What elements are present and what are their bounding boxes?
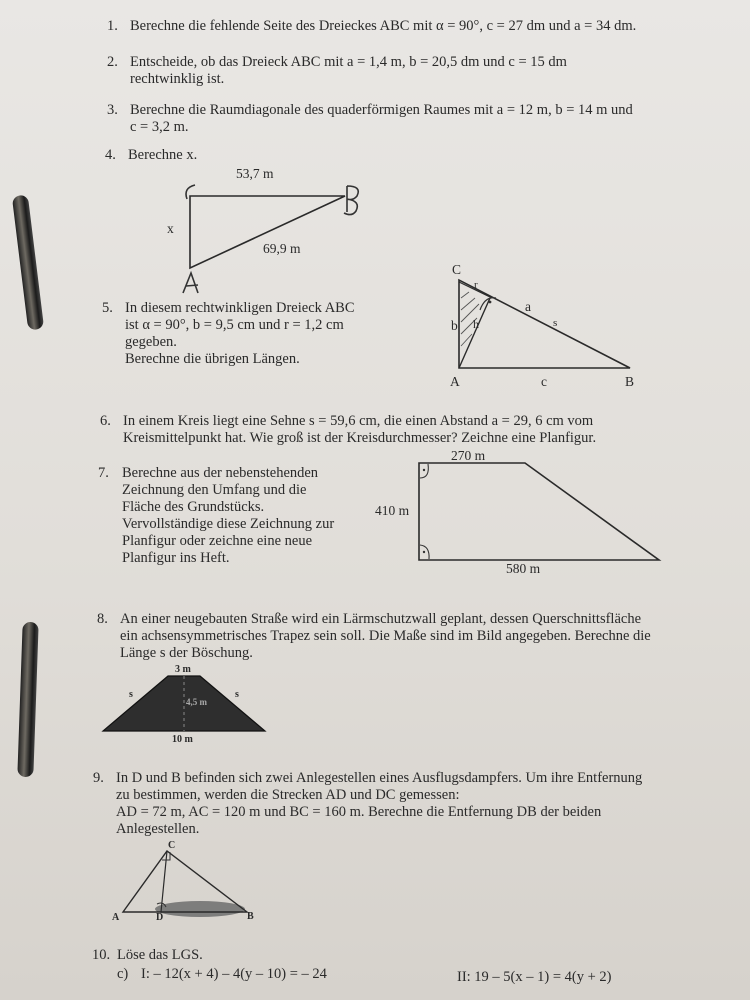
- fig8-slope-right: s: [235, 689, 239, 700]
- fig9-vertex-c: C: [168, 840, 176, 851]
- task-text: zu bestimmen, werden die Strecken AD und DC gemessen:: [116, 787, 460, 803]
- fig4-x-label: x: [167, 221, 174, 236]
- fig5-vertex-c: C: [452, 262, 462, 277]
- task-number: 7.: [98, 465, 109, 481]
- task10-part-label: c): [117, 966, 129, 982]
- task-text: ein achsensymmetrisches Trapez sein soll. Die Maße sind im Bild angegeben. Berechne die: [120, 628, 651, 644]
- task-text: Planfigur ins Heft.: [122, 550, 230, 566]
- fig8-slope-left: s: [129, 689, 133, 700]
- fig9-vertex-a: A: [112, 912, 120, 923]
- fig5-vertex-a: A: [450, 374, 460, 389]
- fig7-bottom-label: 580 m: [506, 561, 541, 576]
- task-text: Berechne die übrigen Längen.: [125, 351, 300, 367]
- task-text: In D und B befinden sich zwei Anlegestellen eines Ausflugsdampfers. Um ihre Entfernung: [116, 770, 643, 786]
- task-text: In diesem rechtwinkligen Dreieck ABC: [125, 300, 355, 316]
- task-text: Berechne die Raumdiagonale des quaderförmigen Raumes mit a = 12 m, b = 14 m und: [130, 102, 633, 118]
- fig5-side-c: c: [541, 374, 547, 389]
- task-number: 9.: [93, 770, 104, 786]
- task-text: Länge s der Böschung.: [120, 645, 253, 661]
- task-number: 2.: [107, 54, 118, 70]
- task-10: [92, 947, 742, 987]
- task-text: In einem Kreis liegt eine Sehne s = 59,6 cm, die einen Abstand a = 29, 6 cm vom: [123, 413, 594, 429]
- fig5-side-a: a: [525, 299, 531, 314]
- task-text: Planfigur oder zeichne eine neue: [122, 533, 313, 549]
- fig9-vertex-b: B: [247, 911, 254, 922]
- fig9-vertex-d: D: [156, 912, 164, 923]
- task-text: Vervollständige diese Zeichnung zur: [122, 516, 335, 532]
- task-text: gegeben.: [125, 334, 177, 350]
- task-text: Entscheide, ob das Dreieck ABC mit a = 1,4 m, b = 20,5 dm und c = 15 dm: [130, 54, 567, 70]
- task-text: Löse das LGS.: [117, 947, 203, 963]
- fig8-height-label: 4,5 m: [186, 697, 207, 707]
- fig8-bottom-label: 10 m: [172, 734, 193, 745]
- fig4-hypotenuse-label: 69,9 m: [263, 241, 301, 256]
- task-text: c = 3,2 m.: [130, 119, 189, 135]
- fig5-side-b: b: [451, 318, 458, 333]
- fig5-segment-s: s: [553, 317, 558, 329]
- task-text: ist α = 90°, b = 9,5 cm und r = 1,2 cm: [125, 317, 344, 333]
- fig7-left-label: 410 m: [375, 503, 410, 518]
- task-text: Berechne die fehlende Seite des Dreieckes ABC mit α = 90°, c = 27 dm und a = 34 dm.: [130, 18, 637, 34]
- task-number: 4.: [105, 147, 116, 163]
- task-number: 1.: [107, 18, 118, 34]
- task10-equation-2: II: 19 – 5(x – 1) = 4(y + 2): [457, 969, 612, 985]
- task-number: 10.: [92, 947, 111, 963]
- task-text: Berechne x.: [128, 147, 198, 163]
- task-text: AD = 72 m, AC = 120 m und BC = 160 m. Berechne die Entfernung DB der beiden: [116, 804, 602, 820]
- fig7-top-label: 270 m: [451, 448, 486, 463]
- fig4-top-label: 53,7 m: [236, 166, 274, 181]
- task10-equation-1: I: – 12(x + 4) – 4(y – 10) = – 24: [141, 966, 327, 982]
- fig5-vertex-b: B: [625, 374, 635, 389]
- task-text: Berechne aus der nebenstehenden: [122, 465, 319, 481]
- task-number: 3.: [107, 102, 118, 118]
- task-text: rechtwinklig ist.: [130, 71, 225, 87]
- fig5-height-h: h: [473, 317, 479, 331]
- task-number: 8.: [97, 611, 108, 627]
- task-text: Zeichnung den Umfang und die: [122, 482, 307, 498]
- task-text: Fläche des Grundstücks.: [122, 499, 265, 515]
- task-number: 6.: [100, 413, 111, 429]
- task-text: Kreismittelpunkt hat. Wie groß ist der Kreisdurchmesser? Zeichne eine Planfigur.: [123, 430, 597, 446]
- task-number: 5.: [102, 300, 113, 316]
- task-text: An einer neugebauten Straße wird ein Lärmschutzwall geplant, dessen Querschnittsfläche: [120, 611, 642, 627]
- fig8-top-label: 3 m: [175, 664, 191, 675]
- task-text: Anlegestellen.: [116, 821, 200, 837]
- fig5-segment-r: r: [474, 279, 478, 291]
